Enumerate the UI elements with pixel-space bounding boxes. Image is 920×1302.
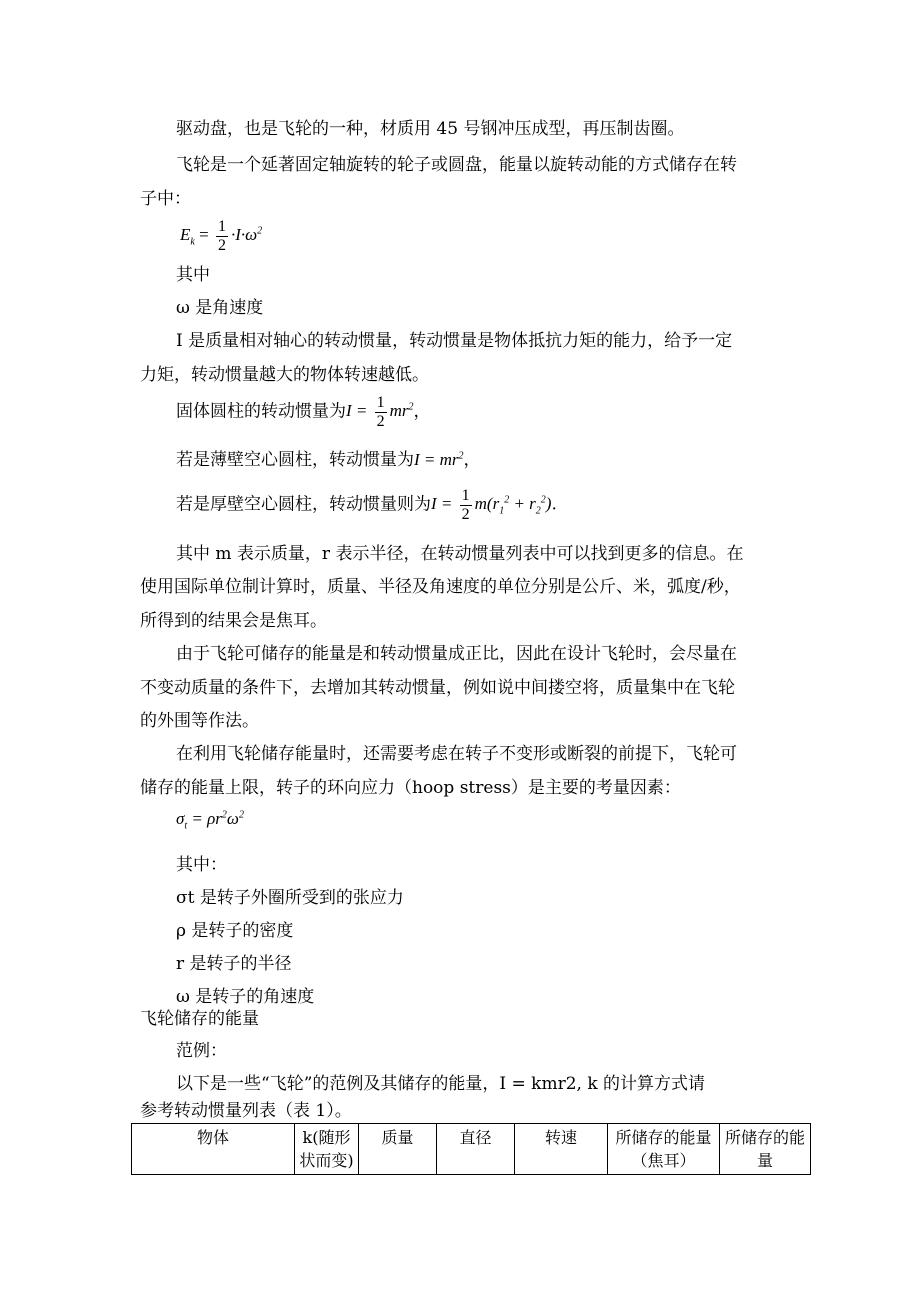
table-header-row: [132, 1124, 811, 1175]
table-header-cell: k(随形状而变): [295, 1124, 359, 1175]
paragraph-line: 其中: [176, 265, 210, 285]
paragraph-line: 力矩，转动惯量越大的物体转速越低。: [140, 365, 429, 385]
flywheel-table: [131, 1123, 811, 1175]
definition-line: σt 是转子外圈所受到的张应力: [176, 888, 404, 908]
paragraph-line: 驱动盘，也是飞轮的一种，材质用 45 号钢冲压成型，再压制齿圈。: [176, 119, 685, 139]
paragraph-line: I 是质量相对轴心的转动惯量，转动惯量是物体抵抗力矩的能力，给予一定: [176, 331, 733, 351]
paragraph-line: 其中 m 表示质量，r 表示半径，在转动惯量列表中可以找到更多的信息。在: [176, 544, 744, 564]
paragraph-line: 参考转动惯量列表（表 1）。: [140, 1101, 352, 1121]
kinetic-energy-formula: $E_k$ = $\frac{1}{2}$ $\cdot I\cdot\omega^2$: [180, 218, 263, 254]
section-heading: 飞轮储存的能量: [140, 1009, 259, 1029]
table-header-cell: 所储存的能量（焦耳）: [608, 1124, 720, 1175]
paragraph-line: 其中：: [176, 855, 227, 875]
paragraph-line: 储存的能量上限，转子的环向应力（hoop stress）是主要的考量因素：: [140, 778, 681, 798]
definition-line: ω 是转子的角速度: [176, 987, 315, 1007]
paragraph-line: 子中：: [140, 189, 191, 209]
definition-line: r 是转子的半径: [176, 954, 292, 974]
thin-cylinder-line: 若是薄壁空心圆柱，转动惯量为$I = mr^2$，: [176, 450, 481, 470]
table-header-cell: 所储存的能量: [720, 1124, 811, 1175]
paragraph-line: 不变动质量的条件下，去增加其转动惯量，例如说中间搂空将，质量集中在飞轮: [140, 678, 735, 698]
paragraph-line: 范例：: [176, 1041, 227, 1061]
paragraph-line: 所得到的结果会是焦耳。: [140, 611, 327, 631]
paragraph-line: 飞轮是一个延著固定轴旋转的轮子或圆盘，能量以旋转动能的方式储存在转: [176, 155, 737, 175]
definition-line: ω 是角速度: [176, 298, 264, 318]
solid-cylinder-line: 固体圆柱的转动惯量为I = $\frac{1}{2}$ $mr^2$，: [176, 394, 431, 430]
hoop-stress-formula: $\sigma_t = \rho r^2\omega^2$: [176, 809, 244, 832]
table-header-cell: 质量: [359, 1124, 437, 1175]
paragraph-line: 的外围等作法。: [140, 711, 259, 731]
paragraph-line: 使用国际单位制计算时，质量、半径及角速度的单位分别是公斤、米，弧度/秒，: [140, 577, 741, 597]
table-header-cell: 转速: [515, 1124, 608, 1175]
thick-cylinder-line: 若是厚壁空心圆柱，转动惯量则为I = $\frac{1}{2}$ $m(r_1^2 + r_2^2)$.: [176, 487, 557, 523]
definition-line: ρ 是转子的密度: [176, 921, 294, 941]
table-header-cell: 物体: [132, 1124, 295, 1175]
table-header-cell: 直径: [437, 1124, 515, 1175]
paragraph-line: 以下是一些“飞轮”的范例及其储存的能量，I = kmr2, k 的计算方式请: [176, 1074, 706, 1094]
paragraph-line: 由于飞轮可储存的能量是和转动惯量成正比，因此在设计飞轮时，会尽量在: [176, 644, 737, 664]
paragraph-line: 在利用飞轮储存能量时，还需要考虑在转子不变形或断裂的前提下，飞轮可: [176, 744, 737, 764]
